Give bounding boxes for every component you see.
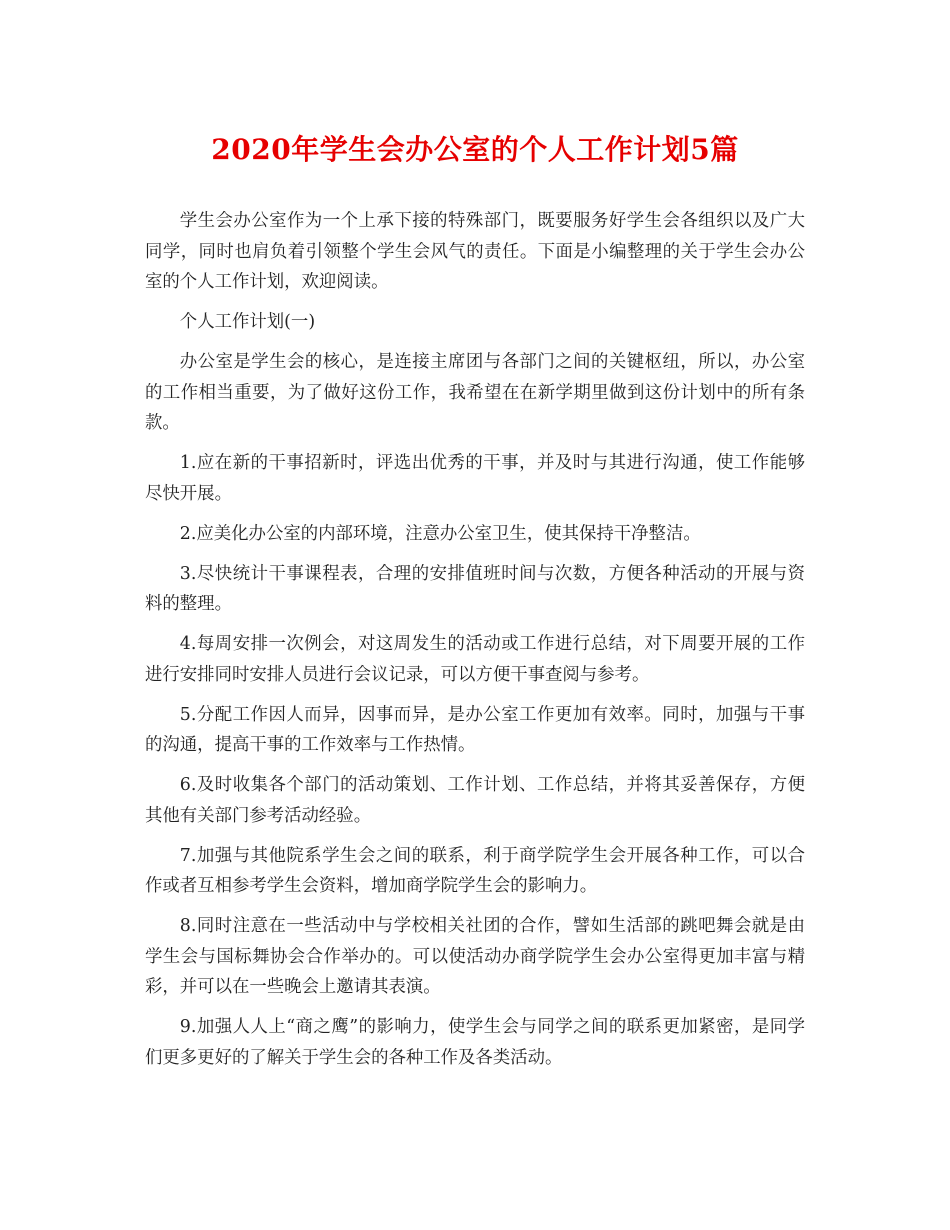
- document-title: 2020年学生会办公室的个人工作计划5篇: [211, 133, 739, 166]
- paragraph-intro: 学生会办公室作为一个上承下接的特殊部门，既要服务好学生会各组织以及广大同学，同时也肩负着引领整个学生会风气的责任。下面是小编整理的关于学生会办公室的个人工作计划，欢迎阅读。: [145, 211, 805, 292]
- list-item-7: 7.加强与其他院系学生会之间的联系，利于商学院学生会开展各种工作，可以合作或者互相参考学生会资料，增加商学院学生会的影响力。: [145, 845, 805, 896]
- list-item-9: 9.加强人人上“商之鹰”的影响力，使学生会与同学之间的联系更加紧密，是同学们更多更好的了解关于学生会的各种工作及各类活动。: [145, 1017, 805, 1068]
- list-item-8: 8.同时注意在一些活动中与学校相关社团的合作，譬如生活部的跳吧舞会就是由学生会与国标舞协会合作举办的。可以使活动办商学院学生会办公室得更加丰富与精彩，并可以在一些晚会上邀请其表演。: [145, 916, 805, 997]
- list-item-5: 5.分配工作因人而异，因事而异，是办公室工作更加有效率。同时，加强与干事的沟通，提高干事的工作效率与工作热情。: [145, 704, 805, 755]
- list-item-6: 6.及时收集各个部门的活动策划、工作计划、工作总结，并将其妥善保存，方便其他有关部门参考活动经验。: [145, 775, 805, 826]
- list-item-2: 2.应美化办公室的内部环境，注意办公室卫生，使其保持干净整洁。: [179, 523, 701, 544]
- section-heading: 个人工作计划(一): [179, 312, 316, 332]
- paragraph: 办公室是学生会的核心，是连接主席团与各部门之间的关键枢纽，所以，办公室的工作相当重要，为了做好这份工作，我希望在在新学期里做到这份计划中的所有条款。: [145, 352, 805, 433]
- list-item-3: 3.尽快统计干事课程表，合理的安排值班时间与次数，方便各种活动的开展与资料的整理。: [145, 563, 805, 614]
- list-item-4: 4.每周安排一次例会，对这周发生的活动或工作进行总结，对下周要开展的工作进行安排同时安排人员进行会议记录，可以方便干事查阅与参考。: [145, 634, 805, 685]
- list-item-1: 1.应在新的干事招新时，评选出优秀的干事，并及时与其进行沟通，使工作能够尽快开展。: [145, 453, 805, 504]
- document-body: [145, 206, 805, 1083]
